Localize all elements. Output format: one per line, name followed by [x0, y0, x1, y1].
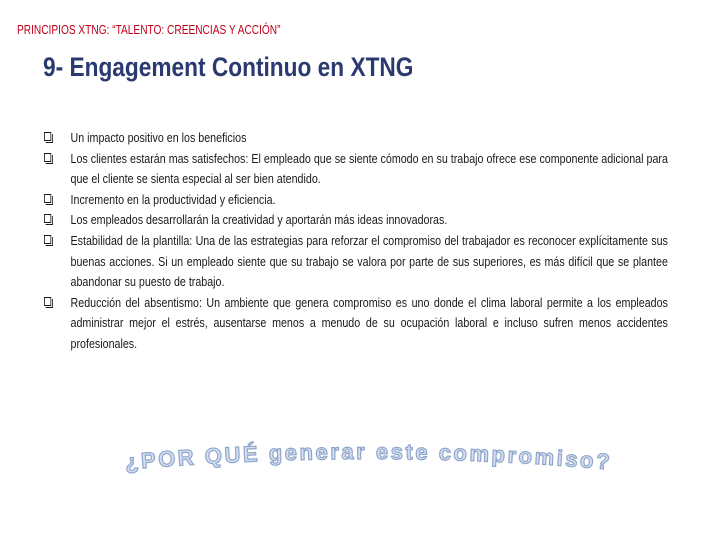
question-text: ¿POR QUÉ generar este compromiso?	[123, 438, 614, 475]
bullet-text: Incremento en la productividad y eficiencia.	[70, 191, 276, 207]
bullet-text: Los empleados desarrollarán la creatividad y aportarán más ideas innovadoras.	[70, 212, 448, 228]
bullet-text: Estabilidad de la plantilla: Una de las estrategias para reforzar el compromiso del trabajador es reconocer explícitamente sus buenas acciones. Si un empleado siente que su trabajo se valora por parte de sus superiores, es más difícil que se plantee abandonar su puesto de trabajo.	[70, 232, 668, 290]
slide-header: PRINCIPIOS XTNG: “TALENTO: CREENCIAS Y ACCIÓN”	[17, 22, 281, 37]
bullet-text: Los clientes estarán mas satisfechos: El empleado que se siente cómodo en su trabajo ofrece ese componente adicional para que el cliente se sienta especial al ser bien atendido.	[70, 150, 668, 187]
bullet-text: Reducción del absentismo: Un ambiente que genera compromiso es uno donde el clima laboral permite a los empleados administrar mejor el estrés, ausentarse menos a menudo de su ocupación laboral e incluso sufren menos accidentes profesionales.	[70, 294, 668, 351]
bullet-text: Un impacto positivo en los beneficios	[70, 130, 247, 145]
slide-title: 9- Engagement Continuo en XTNG	[43, 52, 414, 82]
